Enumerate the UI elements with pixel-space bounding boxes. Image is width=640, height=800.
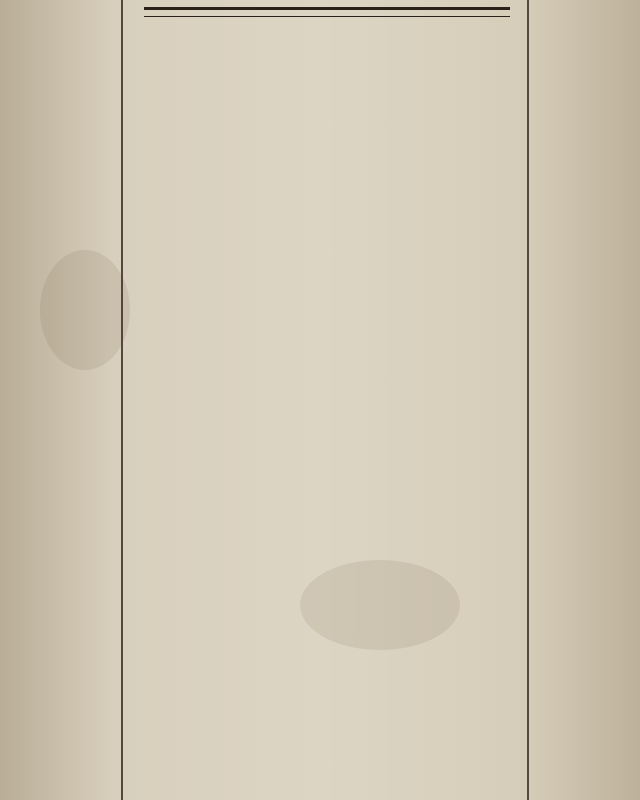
double-rule bbox=[144, 7, 510, 17]
middle-column bbox=[126, 0, 524, 800]
column-rule-right bbox=[527, 0, 529, 800]
right-column bbox=[532, 0, 640, 800]
column-rule-left bbox=[121, 0, 123, 800]
left-column bbox=[0, 0, 118, 800]
